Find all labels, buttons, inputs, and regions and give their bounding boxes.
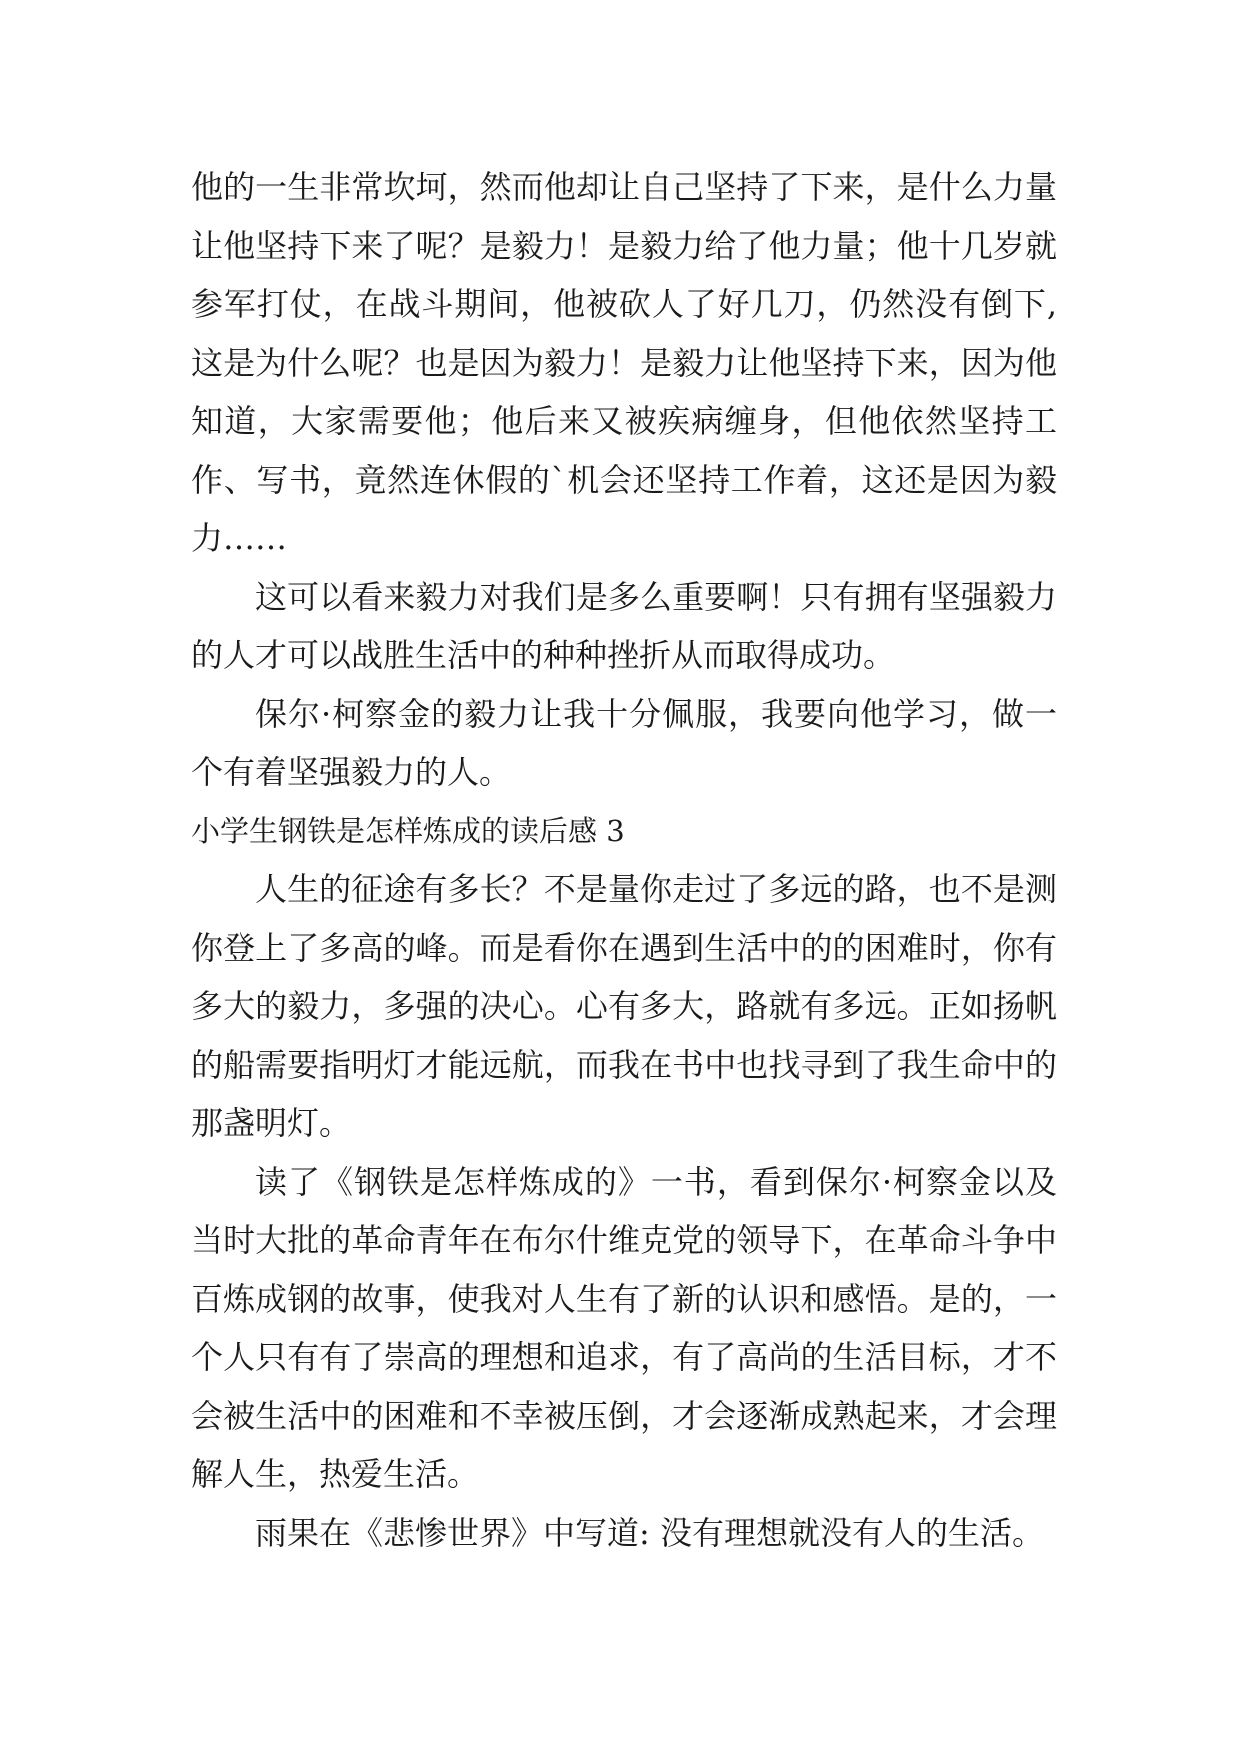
document-body	[191, 158, 1057, 1562]
paragraph: 雨果在《悲惨世界》中写道: 没有理想就没有人的生活。	[255, 1513, 1044, 1552]
paragraph: 这可以看来毅力对我们是多么重要啊！只有拥有坚强毅力的人才可以战胜生活中的种种挫折从而取得成功。	[191, 577, 1057, 674]
paragraph: 保尔·柯察金的毅力让我十分佩服，我要向他学习，做一个有着坚强毅力的人。	[191, 694, 1057, 791]
section-title: 小学生钢铁是怎样炼成的读后感 3	[191, 813, 625, 848]
paragraph: 他的一生非常坎坷，然而他却让自己坚持了下来，是什么力量让他坚持下来了呢？是毅力！是毅力给了他力量；他十几岁就参军打仗，在战斗期间，他被砍人了好几刀，仍然没有倒下,这是为什么呢？也是因为毅力！是毅力让他坚持下来，因为他知道，大家需要他；他后来又被疾病缠身，但他依然坚持工作、写书，竟然连休假的`机会还坚持工作着，这还是因为毅力……	[191, 168, 1057, 557]
paragraph: 人生的征途有多长？不是量你走过了多远的路，也不是测你登上了多高的峰。而是看你在遇到生活中的的困难时，你有多大的毅力，多强的决心。心有多大，路就有多远。正如扬帆的船需要指明灯才能远航，而我在书中也找寻到了我生命中的那盏明灯。	[191, 870, 1057, 1142]
paragraph: 读了《钢铁是怎样炼成的》一书，看到保尔·柯察金以及当时大批的革命青年在布尔什维克党的领导下，在革命斗争中百炼成钢的故事，使我对人生有了新的认识和感悟。是的，一个人只有有了崇高的理想和追求，有了高尚的生活目标，才不会被生活中的困难和不幸被压倒，才会逐渐成熟起来，才会理解人生，热爱生活。	[191, 1162, 1057, 1493]
